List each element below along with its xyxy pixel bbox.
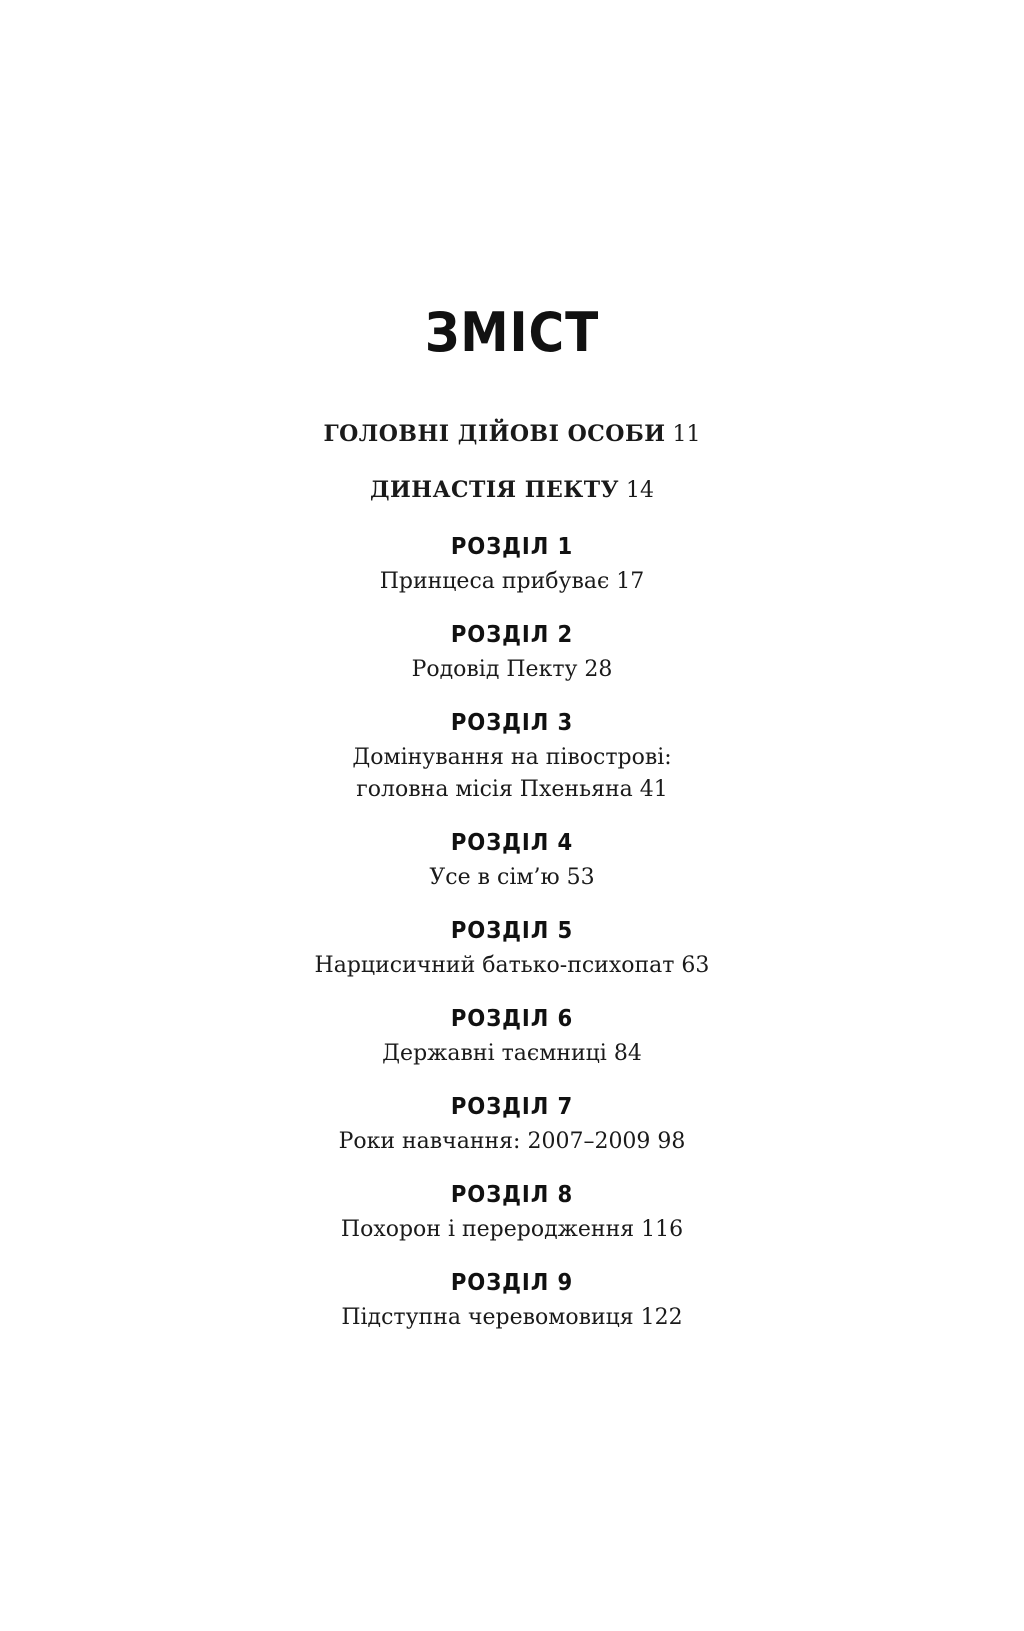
- chapter-heading: РОЗДІЛ 7: [450, 1094, 574, 1120]
- chapter-heading: РОЗДІЛ 6: [450, 1006, 574, 1032]
- front-matter-label: ДИНАСТІЯ ПЕКТУ: [369, 477, 620, 503]
- chapter-title: [0, 1214, 1024, 1246]
- chapter-title: [0, 950, 1024, 982]
- chapter-title: [0, 742, 1024, 806]
- chapter-title-line: Похорон і переродження 116: [340, 1217, 684, 1242]
- chapter-title-line: Домінування на півострові:: [352, 745, 672, 770]
- front-matter-list: [0, 420, 1024, 505]
- chapter-title-line: Нарцисичний батько-психопат 63: [314, 953, 710, 978]
- chapter-heading: РОЗДІЛ 5: [450, 918, 574, 944]
- chapter-entry: [0, 916, 1024, 982]
- front-matter-page: 11: [672, 422, 701, 447]
- chapter-title: [0, 566, 1024, 598]
- chapter-title-line: головна місія Пхеньяна 41: [356, 777, 668, 802]
- chapter-heading: РОЗДІЛ 1: [450, 534, 574, 560]
- chapter-entry: [0, 1180, 1024, 1246]
- front-matter-page: 14: [626, 478, 655, 503]
- chapter-title: [0, 1038, 1024, 1070]
- chapter-title-line: Підступна черевомовиця 122: [341, 1305, 683, 1330]
- chapter-title: [0, 1302, 1024, 1334]
- chapter-title: [0, 862, 1024, 894]
- chapter-title-line: Принцеса прибуває 17: [379, 569, 645, 594]
- chapter-title: [0, 1126, 1024, 1158]
- chapter-entry: [0, 1092, 1024, 1158]
- chapter-entry: [0, 1004, 1024, 1070]
- chapter-title-line: Державні таємниці 84: [382, 1041, 642, 1066]
- front-matter-item: [0, 420, 1024, 449]
- chapter-title: [0, 654, 1024, 686]
- chapter-entry: [0, 828, 1024, 894]
- chapter-list: [0, 532, 1024, 1334]
- front-matter-item: [0, 476, 1024, 505]
- chapter-heading: РОЗДІЛ 2: [450, 622, 574, 648]
- chapter-entry: [0, 532, 1024, 598]
- chapter-heading: РОЗДІЛ 9: [450, 1270, 574, 1296]
- chapter-entry: [0, 620, 1024, 686]
- chapter-title-line: Родовід Пекту 28: [411, 657, 613, 682]
- chapter-entry: [0, 708, 1024, 806]
- chapter-entry: [0, 1268, 1024, 1334]
- chapter-heading: РОЗДІЛ 8: [450, 1182, 574, 1208]
- chapter-title-line: Усе в сім’ю 53: [429, 865, 595, 890]
- front-matter-label: ГОЛОВНІ ДІЙОВІ ОСОБИ: [323, 421, 666, 447]
- chapter-heading: РОЗДІЛ 4: [450, 830, 574, 856]
- chapter-heading: РОЗДІЛ 3: [450, 710, 574, 736]
- page-title: ЗМІСТ: [424, 301, 600, 364]
- chapter-title-line: Роки навчання: 2007–2009 98: [338, 1129, 686, 1154]
- table-of-contents: [0, 301, 1024, 1356]
